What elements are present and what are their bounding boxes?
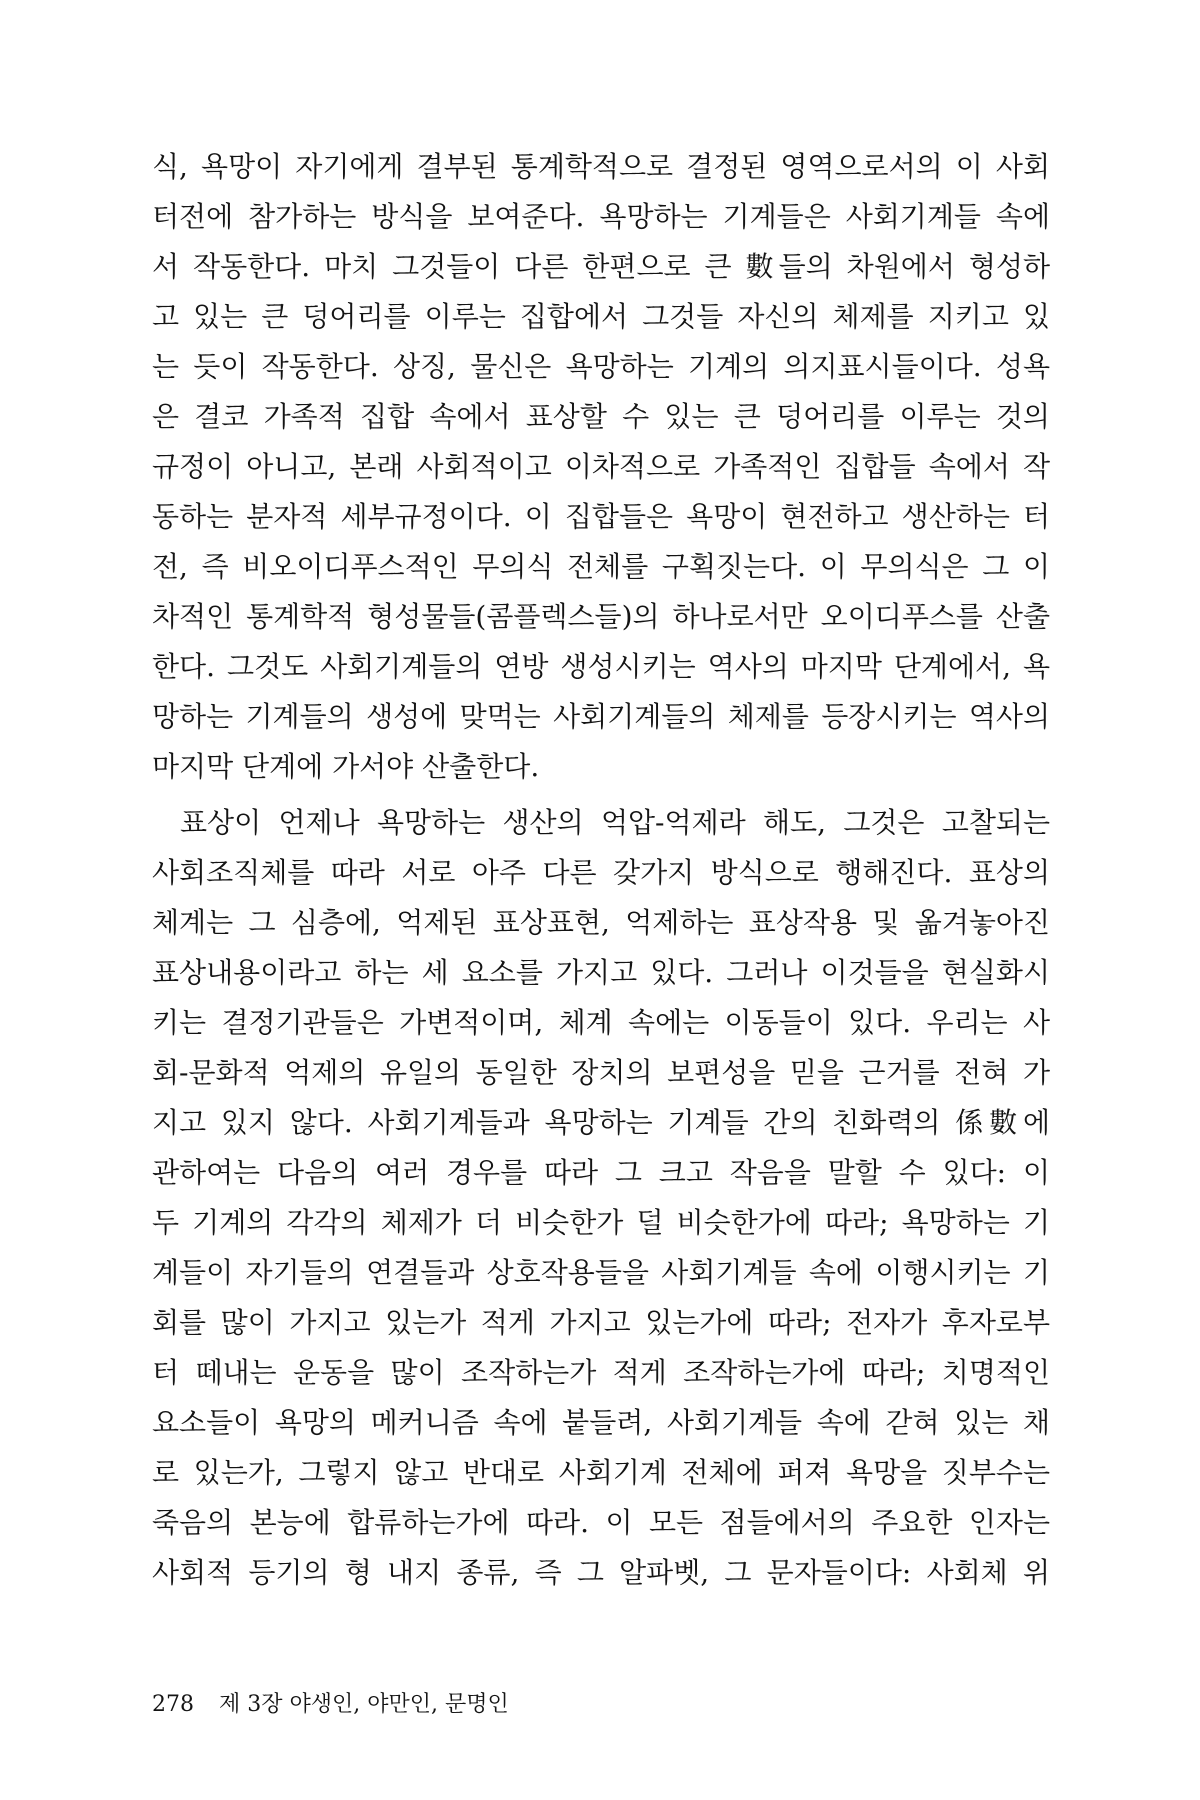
page-footer — [152, 1690, 509, 1720]
paragraph-2 — [152, 798, 1050, 1598]
text-line: 두 기계의 각각의 체제가 더 비슷한가 덜 비슷한가에 따라; 욕망하는 기 — [152, 1206, 1050, 1239]
text-line: 터 떼내는 운동을 많이 조작하는가 적게 조작하는가에 따라; 치명적인 — [152, 1356, 1050, 1389]
text-line: 는 듯이 작동한다. 상징, 물신은 욕망하는 기계의 의지표시들이다. 성욕 — [152, 350, 1050, 383]
text-line: 표상내용이라고 하는 세 요소를 가지고 있다. 그러나 이것들을 현실화시 — [152, 956, 1050, 989]
text-line: 회-문화적 억제의 유일의 동일한 장치의 보편성을 믿을 근거를 전혀 가 — [152, 1056, 1050, 1089]
text-line: 체계는 그 심층에, 억제된 표상표현, 억제하는 표상작용 및 옮겨놓아진 — [152, 906, 1050, 939]
text-line: 키는 결정기관들은 가변적이며, 체계 속에는 이동들이 있다. 우리는 사 — [152, 1006, 1050, 1039]
text-line: 식, 욕망이 자기에게 결부된 통계학적으로 결정된 영역으로서의 이 사회 — [152, 150, 1050, 183]
text-line: 회를 많이 가지고 있는가 적게 가지고 있는가에 따라; 전자가 후자로부 — [152, 1306, 1050, 1339]
text-line: 계들이 자기들의 연결들과 상호작용들을 사회기계들 속에 이행시키는 기 — [152, 1256, 1050, 1289]
text-line: 서 작동한다. 마치 그것들이 다른 한편으로 큰 數들의 차원에서 형성하 — [152, 250, 1050, 283]
body-text — [152, 142, 1050, 1598]
text-line: 전, 즉 비오이디푸스적인 무의식 전체를 구획짓는다. 이 무의식은 그 이 — [152, 550, 1050, 583]
text-line: 터전에 참가하는 방식을 보여준다. 욕망하는 기계들은 사회기계들 속에 — [152, 200, 1050, 233]
running-chapter-title: 제 3장 야생인, 야만인, 문명인 — [219, 1692, 509, 1717]
text-line: 로 있는가, 그렇지 않고 반대로 사회기계 전체에 퍼져 욕망을 짓부수는 — [152, 1456, 1050, 1489]
text-line: 망하는 기계들의 생성에 맞먹는 사회기계들의 체제를 등장시키는 역사의 — [152, 700, 1050, 733]
text-line: 마지막 단계에 가서야 산출한다. — [152, 750, 540, 783]
text-line: 지고 있지 않다. 사회기계들과 욕망하는 기계들 간의 친화력의 係數에 — [152, 1106, 1050, 1139]
text-line: 한다. 그것도 사회기계들의 연방 생성시키는 역사의 마지막 단계에서, 욕 — [152, 650, 1050, 683]
text-line: 죽음의 본능에 합류하는가에 따라. 이 모든 점들에서의 주요한 인자는 — [152, 1506, 1050, 1539]
text-line: 고 있는 큰 덩어리를 이루는 집합에서 그것들 자신의 체제를 지키고 있 — [152, 300, 1050, 333]
text-line: 동하는 분자적 세부규정이다. 이 집합들은 욕망이 현전하고 생산하는 터 — [152, 500, 1050, 533]
text-line: 요소들이 욕망의 메커니즘 속에 붙들려, 사회기계들 속에 갇혀 있는 채 — [152, 1406, 1050, 1439]
paragraph-1 — [152, 142, 1050, 792]
text-line: 사회조직체를 따라 서로 아주 다른 갖가지 방식으로 행해진다. 표상의 — [152, 856, 1050, 889]
text-line: 규정이 아니고, 본래 사회적이고 이차적으로 가족적인 집합들 속에서 작 — [152, 450, 1050, 483]
text-line: 은 결코 가족적 집합 속에서 표상할 수 있는 큰 덩어리를 이루는 것의 — [152, 400, 1050, 433]
text-line: 관하여는 다음의 여러 경우를 따라 그 크고 작음을 말할 수 있다: 이 — [152, 1156, 1050, 1189]
text-line: 표상이 언제나 욕망하는 생산의 억압-억제라 해도, 그것은 고찰되는 — [180, 806, 1050, 839]
page-number: 278 — [152, 1692, 194, 1717]
text-line: 차적인 통계학적 형성물들(콤플렉스들)의 하나로서만 오이디푸스를 산출 — [152, 600, 1050, 633]
text-line: 사회적 등기의 형 내지 종류, 즉 그 알파벳, 그 문자들이다: 사회체 위 — [152, 1556, 1050, 1589]
